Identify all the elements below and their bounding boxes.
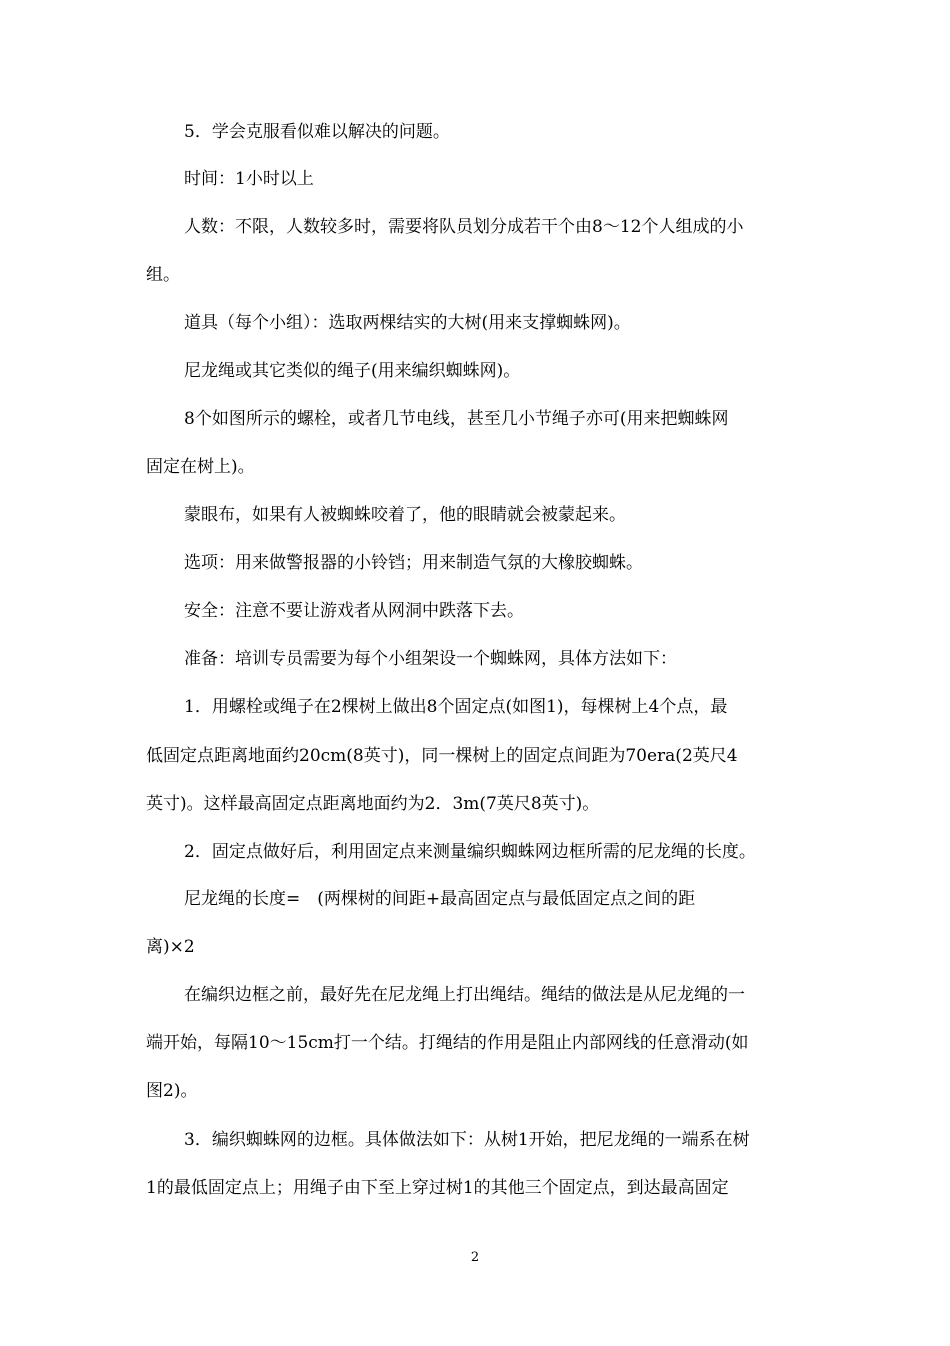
text-line: 8个如图所示的螺栓，或者几节电线，甚至几小节绳子亦可(用来把蜘蛛网 [184,409,729,429]
text-line: 固定在树上)。 [146,457,255,477]
text-line: 蒙眼布，如果有人被蜘蛛咬着了，他的眼睛就会被蒙起来。 [184,505,626,525]
text-line: 2．固定点做好后，利用固定点来测量编织蜘蛛网边框所需的尼龙绳的长度。 [184,842,756,862]
text-line: 5．学会克服看似难以解决的问题。 [184,122,450,142]
text-line: 人数：不限，人数较多时，需要将队员划分成若干个由8～12个人组成的小 [184,217,744,237]
text-line: 准备：培训专员需要为每个小组架设一个蜘蛛网，具体方法如下： [184,649,677,669]
text-line: 道具（每个小组）：选取两棵结实的大树(用来支撑蜘蛛网)。 [184,313,631,333]
text-line: 英寸)。这样最高固定点距离地面约为2．3m(7英尺8英寸)。 [146,794,600,814]
text-line: 1的最低固定点上；用绳子由下至上穿过树1的其他三个固定点，到达最高固定 [146,1178,729,1198]
text-line: 时间：1小时以上 [184,169,314,189]
page-number: 2 [470,1250,480,1265]
text-line: 安全：注意不要让游戏者从网洞中跌落下去。 [184,601,524,621]
text-line: 1．用螺栓或绳子在2棵树上做出8个固定点(如图1)，每棵树上4个点，最 [184,697,728,717]
text-line: 低固定点距离地面约20cm(8英寸)，同一棵树上的固定点间距为70era(2英尺4 [146,746,738,766]
text-line: 组。 [146,265,180,285]
text-line: 尼龙绳的长度= (两棵树的间距+最高固定点与最低固定点之间的距 [184,889,696,909]
text-line: 尼龙绳或其它类似的绳子(用来编织蜘蛛网)。 [184,361,521,381]
text-line: 选项：用来做警报器的小铃铛；用来制造气氛的大橡胶蜘蛛。 [184,553,643,573]
text-line: 端开始，每隔10～15cm打一个结。打绳结的作用是阻止内部网线的任意滑动(如 [146,1033,749,1053]
text-line: 离)×2 [146,937,195,957]
text-line: 3．编织蜘蛛网的边框。具体做法如下：从树1开始，把尼龙绳的一端系在树 [184,1130,750,1150]
text-line: 在编织边框之前，最好先在尼龙绳上打出绳结。绳结的做法是从尼龙绳的一 [184,985,745,1005]
text-line: 图2)。 [146,1081,198,1101]
